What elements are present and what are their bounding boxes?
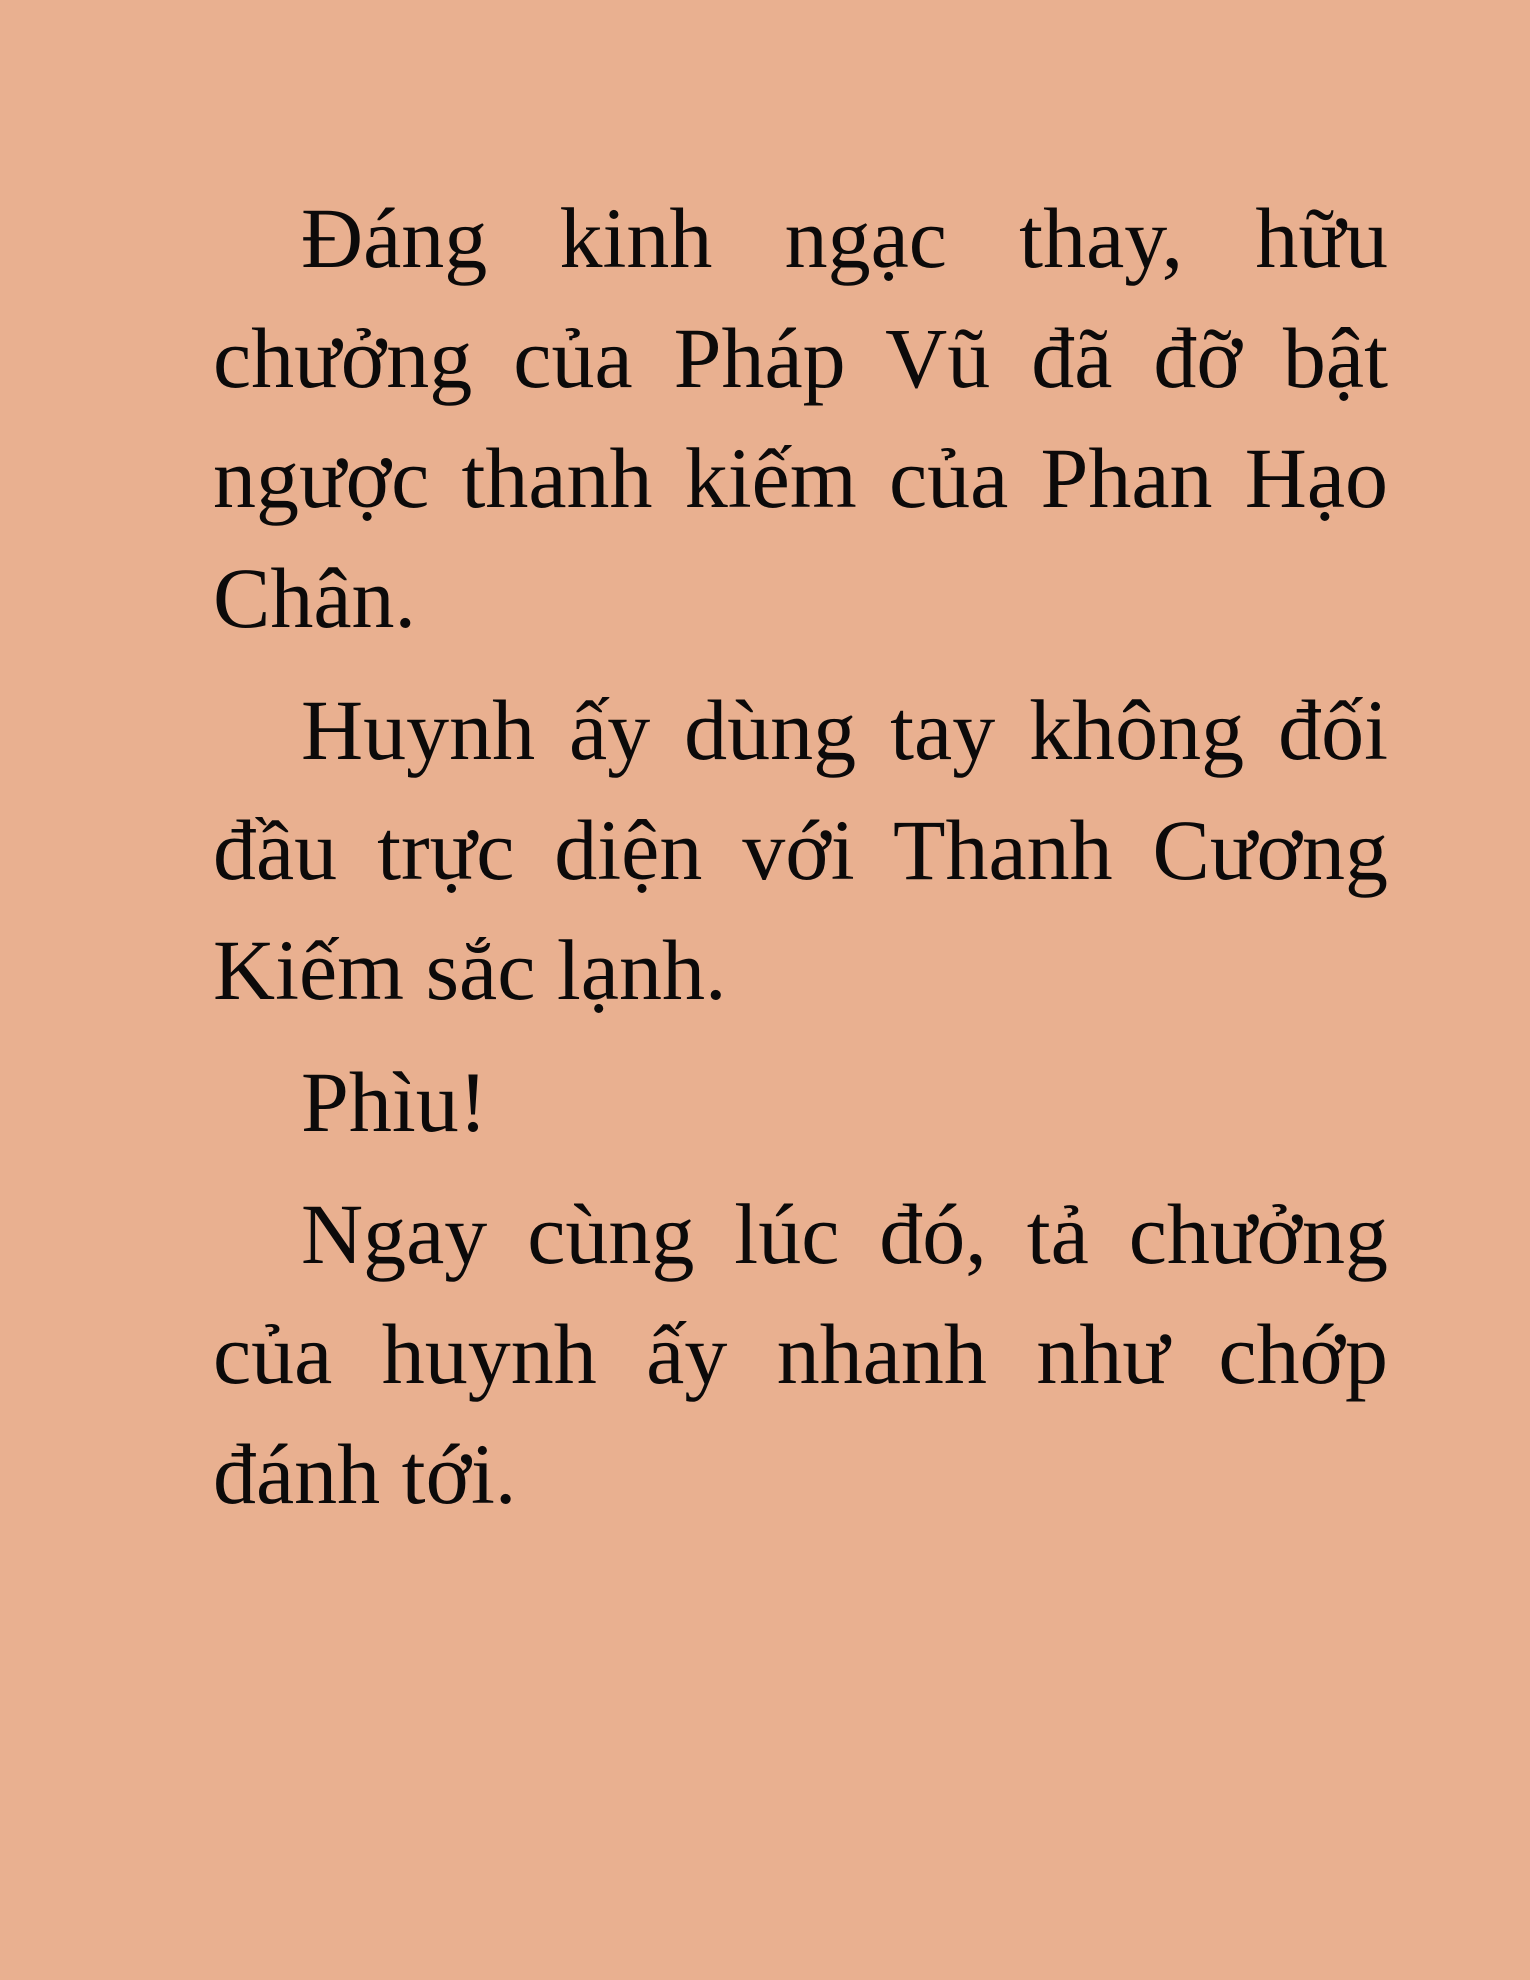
paragraph-3: Phìu! xyxy=(301,1054,488,1150)
paragraph-2: Huynh ấy dùng tay không đối đầu trực diện với Thanh Cương Kiếm sắc lạnh. xyxy=(213,682,1388,1018)
paragraph-1: Đáng kinh ngạc thay, hữu chưởng của Pháp Vũ đã đỡ bật ngược thanh kiếm của Phan Hạo Chân. xyxy=(213,190,1388,646)
paragraph-4: Ngay cùng lúc đó, tả chưởng của huynh ấy nhanh như chớp đánh tới. xyxy=(213,1186,1388,1522)
story-text xyxy=(213,178,1388,1546)
